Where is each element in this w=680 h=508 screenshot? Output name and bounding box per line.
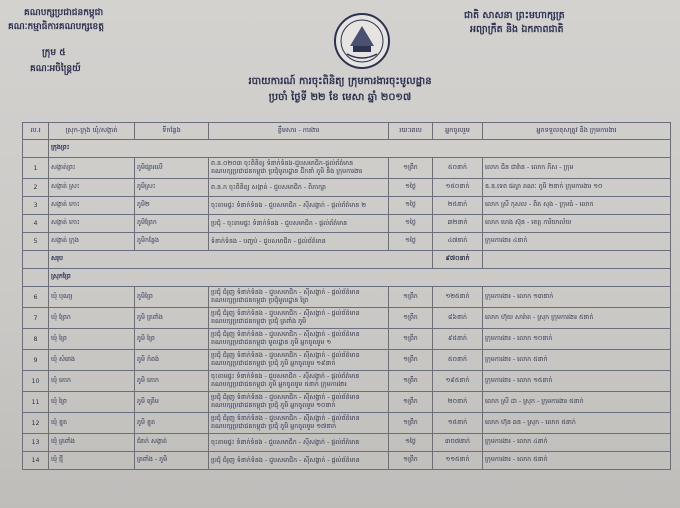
content-cell bbox=[209, 392, 389, 413]
duration-cell: ១ព្រឹក bbox=[389, 329, 433, 350]
responsible-cell: លោក ជិន ជាវ៉ាន - លោក ភីស - ក្រុម bbox=[483, 158, 671, 179]
table-row bbox=[23, 371, 671, 392]
column-header: ទីកន្លែង bbox=[135, 123, 209, 140]
content-cell bbox=[209, 329, 389, 350]
commune-cell: សង្កាត់ កោះ bbox=[49, 215, 135, 233]
row-number: 10 bbox=[23, 371, 49, 392]
column-header: រយៈពេល bbox=[389, 123, 433, 140]
column-header: អ្នកទទួលខុសត្រូវ និង ក្រុមការងារ bbox=[483, 123, 671, 140]
table-row bbox=[23, 434, 671, 452]
duration-cell: ១ថ្ងៃ bbox=[389, 197, 433, 215]
content-cell bbox=[209, 452, 389, 470]
table-row bbox=[23, 233, 671, 251]
duration-cell: ១ព្រឹក bbox=[389, 308, 433, 329]
row-number: 14 bbox=[23, 452, 49, 470]
content-cell bbox=[209, 179, 389, 197]
content-line: គណបក្សប្រជាជនកម្ពុជា ប្រជុំមូលដ្ឋាន ដឹកនាំ ភូមិ និង ក្រុមការងារ bbox=[211, 168, 363, 175]
responsible-cell: ក្រុមការងារ - លោក ៤នាក់ bbox=[483, 434, 671, 452]
content-line: ព.ន.ក ចុះពិនិត្យ សង្កាត់ - ជួបសមាជិក - ពិភាក្សា bbox=[211, 183, 326, 191]
duration-cell: ១ព្រឹក bbox=[389, 350, 433, 371]
content-cell bbox=[209, 287, 389, 308]
content-line: ប្រជុំ ជំរុញ ទំនាក់ទំនង - ជួបសមាជិក - ស៊ីសង្វាក់ - ផ្ដល់ព័ត៌មាន bbox=[211, 310, 360, 317]
participants-cell: ៣០៧នាក់ bbox=[433, 434, 483, 452]
content-cell bbox=[209, 308, 389, 329]
table-row bbox=[23, 251, 671, 269]
participants-cell: ៥០នាក់ bbox=[433, 350, 483, 371]
responsible-cell: ក្រុមការងារ - លោក ៥នាក់ bbox=[483, 350, 671, 371]
content-cell bbox=[209, 158, 389, 179]
participants-cell: ៥០នាក់ bbox=[433, 158, 483, 179]
participants-cell: ៤៧នាក់ bbox=[433, 233, 483, 251]
participants-cell: ៩៥នាក់ bbox=[433, 329, 483, 350]
commune-cell: ឃុំ ព្រែក bbox=[49, 308, 135, 329]
place-cell: ភូមិ កំពង់ bbox=[135, 350, 209, 371]
commune-cell: ឃុំ ត្រពាំង bbox=[49, 434, 135, 452]
column-header: ខ្លឹមសារ - ការងារ bbox=[209, 123, 389, 140]
report-date: ប្រចាំ ថ្ងៃទី ២២ ខែ មេសា ឆ្នាំ ២០១៧ bbox=[268, 92, 412, 103]
duration-cell: ១ព្រឹក bbox=[389, 392, 433, 413]
participants-cell: ១២៥នាក់ bbox=[433, 287, 483, 308]
content-line: គណបក្សប្រជាជនកម្ពុជា ប្រជុំ ភូមិ អ្នកចូលរួម ១៩នាក់ bbox=[211, 360, 336, 367]
table-row bbox=[23, 197, 671, 215]
section-label: ស្រុកព្រៃ bbox=[49, 269, 671, 287]
total-empty-cell bbox=[483, 251, 671, 269]
duration-cell: ១ថ្ងៃ bbox=[389, 233, 433, 251]
place-cell: ភូមិ ត្រពាំង bbox=[135, 308, 209, 329]
participants-cell: ១៩៥នាក់ bbox=[433, 371, 483, 392]
place-cell: ភូមិ ត្រើម bbox=[135, 392, 209, 413]
participants-cell: ១៥នាក់ bbox=[433, 413, 483, 434]
row-number: 6 bbox=[23, 287, 49, 308]
commune-cell: ឃុំ ខ្នុត bbox=[49, 413, 135, 434]
motto-line: ជាតិ សាសនា ព្រះមហាក្សត្រ bbox=[464, 10, 565, 21]
content-line: ចុះតាមផ្ទះ ទំនាក់ទំនង - ជួបសមាជិក - ស៊ីសង្វាក់ - ផ្ដល់ព័ត៌មាន bbox=[211, 438, 360, 446]
content-line: គណបក្សប្រជាជនកម្ពុជា ប្រជុំមូលដ្ឋាន ព្រៃ bbox=[211, 297, 309, 304]
row-number-cell bbox=[23, 251, 49, 269]
content-line: គណបក្សប្រជាជនកម្ពុជា ប្រជុំ ភូមិ អ្នកចូលរួម ១៧នាក់ bbox=[211, 423, 337, 430]
total-participants: ៩៧០នាក់ bbox=[433, 251, 483, 269]
column-header: ល.រ bbox=[23, 123, 49, 140]
table-row bbox=[23, 215, 671, 233]
place-cell: ភូមិព្រែក bbox=[135, 215, 209, 233]
commune-cell: ឃុំ ថ្មី bbox=[49, 452, 135, 470]
place-cell: ត្រពាំង - ភូមិ bbox=[135, 452, 209, 470]
content-line: ទំនាក់ទំនង - បញ្ចប់ - ជួបសមាជិក - ផ្ដល់ព័ត៌មាន bbox=[211, 237, 326, 245]
place-cell: ភូមិផ្សារលើ bbox=[135, 158, 209, 179]
participants-cell: ២០នាក់ bbox=[433, 392, 483, 413]
content-cell bbox=[209, 233, 389, 251]
responsible-cell: ក្រុមការងារ - លោក ៥នាក់ bbox=[483, 452, 671, 470]
content-line: ប្រជុំ ជំរុញ ទំនាក់ទំនង - ជួបសមាជិក - ស៊ីសង្វាក់ - ផ្ដល់ព័ត៌មាន bbox=[211, 331, 360, 338]
section-label: ក្រុងព្រះ bbox=[49, 140, 671, 158]
commune-cell: សង្កាត់ កោះ bbox=[49, 197, 135, 215]
participants-cell: ៣២នាក់ bbox=[433, 215, 483, 233]
table-row bbox=[23, 140, 671, 158]
neutrality-line: អព្យាក្រឹត និង ឯកភាពជាតិ bbox=[470, 24, 564, 35]
commune-cell: សង្កាត់ ស្រះ bbox=[49, 179, 135, 197]
responsible-cell: លោក ស្រី កុសល - ពិត សុង - ក្រុមធំ - លោក bbox=[483, 197, 671, 215]
content-cell bbox=[209, 197, 389, 215]
column-header: អ្នកចូលរួម bbox=[433, 123, 483, 140]
responsible-cell: ក្រុមការងារ - លោក ១៣នាក់ bbox=[483, 287, 671, 308]
content-line: ប្រជុំ - ចុះតាមផ្ទះ ទំនាក់ទំនង - ជួបសមាជិក - ផ្ដល់ព័ត៌មាន bbox=[211, 219, 348, 227]
place-cell: ភូមិ គោក bbox=[135, 371, 209, 392]
row-number: 8 bbox=[23, 329, 49, 350]
content-line: ប្រជុំ ជំរុញ ទំនាក់ទំនង - ជួបសមាជិក - ស៊ីសង្វាក់ - ផ្ដល់ព័ត៌មាន bbox=[211, 415, 360, 422]
duration-cell: ១ថ្ងៃ bbox=[389, 434, 433, 452]
row-number-cell bbox=[23, 269, 49, 287]
content-line: ប្រជុំ ជំរុញ ទំនាក់ទំនង - ជួបសមាជិក - ស៊ីសង្វាក់ - ផ្ដល់ព័ត៌មាន bbox=[211, 394, 360, 401]
content-line: គណបក្សប្រជាជនកម្ពុជា ប្រជុំ ត្រពាំង ភូមិ bbox=[211, 318, 307, 325]
content-line: ព.ន.០២០៣ ចុះពិនិត្យ ទំនាក់ទំនង-ជួបសមាជិក-ផ្ដល់ព័ត៌មាន bbox=[211, 160, 354, 167]
responsible-cell: ក្រុមការងារ - លោក ១០នាក់ bbox=[483, 329, 671, 350]
content-line: ប្រជុំ ជំរុញ ទំនាក់ទំនង - ជួបសមាជិក - ស៊ីសង្វាក់ - ផ្ដល់ព័ត៌មាន bbox=[211, 289, 360, 296]
table-row bbox=[23, 308, 671, 329]
table-row bbox=[23, 287, 671, 308]
table-row bbox=[23, 269, 671, 287]
commune-cell: ឃុំ គោក bbox=[49, 371, 135, 392]
place-cell: ភូមិព្រៃ bbox=[135, 287, 209, 308]
responsible-cell: លោក ហេង ស៊ុន - ខេត្ត ការិយាល័យ bbox=[483, 215, 671, 233]
committee-name: គណៈកម្មាធិការគណបក្សខេត្ត bbox=[8, 22, 104, 32]
commune-cell: ឃុំ បុណ្យ bbox=[49, 287, 135, 308]
place-cell: ភូមិ ខ្នុត bbox=[135, 413, 209, 434]
standing-committee-label: គណៈអចិន្ត្រៃយ៍ bbox=[30, 64, 81, 74]
responsible-cell: ក្រុមការងារ - លោក ១៥នាក់ bbox=[483, 371, 671, 392]
party-emblem-icon bbox=[333, 12, 391, 70]
row-number: 1 bbox=[23, 158, 49, 179]
row-number: 3 bbox=[23, 197, 49, 215]
table-row bbox=[23, 392, 671, 413]
duration-cell: ១ព្រឹក bbox=[389, 287, 433, 308]
place-cell: ជំរាក់ សង្កាត់ bbox=[135, 434, 209, 452]
row-number: 4 bbox=[23, 215, 49, 233]
table-body bbox=[23, 140, 671, 470]
responsible-cell: ឧ.ឧ.ទេព ផល្លា គណៈ ភូមិ ២នាក់ ក្រុមការងារ ១០ bbox=[483, 179, 671, 197]
report-table bbox=[22, 122, 671, 470]
content-cell bbox=[209, 413, 389, 434]
content-line: គណបក្សប្រជាជនកម្ពុជា ភូមិ អ្នកចូលរួម ៥នាក់ ក្រុមការងារ bbox=[211, 381, 347, 388]
row-number: 12 bbox=[23, 413, 49, 434]
responsible-cell: លោក ហ៊ុន ឆន - ស្រុក - លោក ៥នាក់ bbox=[483, 413, 671, 434]
row-number: 7 bbox=[23, 308, 49, 329]
content-line: ចុះតាមផ្ទះ ទំនាក់ទំនង - ជួបសមាជិក - ស៊ីសង្វាក់ - ផ្ដល់ព័ត៌មាន ២ bbox=[211, 201, 367, 209]
duration-cell: ១ព្រឹក bbox=[389, 158, 433, 179]
total-label: សរុប bbox=[49, 251, 433, 269]
content-line: ចុះតាមផ្ទះ ទំនាក់ទំនង - ជួបសមាជិក - ស៊ីសង្វាក់ - ផ្ដល់ព័ត៌មាន bbox=[211, 373, 360, 380]
group-label: ក្រុម ៥ bbox=[42, 48, 66, 58]
row-number: 13 bbox=[23, 434, 49, 452]
content-line: គណបក្សប្រជាជនកម្ពុជា មូលដ្ឋាន ភូមិ អ្នកចូលរួម ១ bbox=[211, 339, 332, 346]
table-header-row bbox=[23, 123, 671, 140]
content-cell bbox=[209, 434, 389, 452]
duration-cell: ១ថ្ងៃ bbox=[389, 179, 433, 197]
table-row bbox=[23, 179, 671, 197]
place-cell: ភូមិកន្លែង bbox=[135, 233, 209, 251]
place-cell: ភូមិស្រះ bbox=[135, 179, 209, 197]
duration-cell: ១ព្រឹក bbox=[389, 452, 433, 470]
row-number: 11 bbox=[23, 392, 49, 413]
table-row bbox=[23, 452, 671, 470]
commune-cell: សង្កាត់ ក្រុង bbox=[49, 233, 135, 251]
content-cell bbox=[209, 350, 389, 371]
commune-cell: សង្កាត់ព្រះ bbox=[49, 158, 135, 179]
report-title: របាយការណ៍ ការចុះពិនិត្យ ក្រុមការងារចុះមូលដ្ឋាន bbox=[248, 76, 432, 87]
participants-cell: ១១៥នាក់ bbox=[433, 452, 483, 470]
content-line: គណបក្សប្រជាជនកម្ពុជា ប្រជុំ ភូមិ អ្នកចូលរួម ១០នាក់ bbox=[211, 402, 336, 409]
party-name: គណបក្សប្រជាជនកម្ពុជា bbox=[24, 8, 104, 18]
participants-cell: ២៥នាក់ bbox=[433, 197, 483, 215]
responsible-cell: ក្រុមការងារ ៤នាក់ bbox=[483, 233, 671, 251]
table-row bbox=[23, 158, 671, 179]
place-cell: ភូមិ ព្រៃ bbox=[135, 329, 209, 350]
commune-cell: ឃុំ ព្រៃ bbox=[49, 329, 135, 350]
participants-cell: ១៥០នាក់ bbox=[433, 179, 483, 197]
place-cell: ភូមិ២ bbox=[135, 197, 209, 215]
table-row bbox=[23, 350, 671, 371]
content-line: ប្រជុំ ជំរុញ ទំនាក់ទំនង - ជួបសមាជិក - ស៊ីសង្វាក់ - ផ្ដល់ព័ត៌មាន bbox=[211, 352, 360, 359]
responsible-cell: លោក ហ៊ុយ សារ៉ាត - ស្រុក ក្រុមការងារ ៥នាក់ bbox=[483, 308, 671, 329]
row-number: 2 bbox=[23, 179, 49, 197]
row-number-cell bbox=[23, 140, 49, 158]
content-line: ប្រជុំ ជំរុញ ទំនាក់ទំនង - ជួបសមាជិក - ស៊ីសង្វាក់ - ផ្ដល់ព័ត៌មាន bbox=[211, 456, 360, 464]
responsible-cell: លោក ស្រី ដា - ស្រុក - ក្រុមការងារ ៥នាក់ bbox=[483, 392, 671, 413]
duration-cell: ១ថ្ងៃ bbox=[389, 215, 433, 233]
row-number: 5 bbox=[23, 233, 49, 251]
duration-cell: ១ព្រឹក bbox=[389, 371, 433, 392]
commune-cell: ឃុំ សំរោង bbox=[49, 350, 135, 371]
duration-cell: ១ព្រឹក bbox=[389, 413, 433, 434]
table-row bbox=[23, 413, 671, 434]
content-cell bbox=[209, 371, 389, 392]
participants-cell: ៨៦នាក់ bbox=[433, 308, 483, 329]
column-header: ស្រុក-ក្រុង ឃុំ/សង្កាត់ bbox=[49, 123, 135, 140]
table-row bbox=[23, 329, 671, 350]
row-number: 9 bbox=[23, 350, 49, 371]
commune-cell: ឃុំ ព្រៃ bbox=[49, 392, 135, 413]
content-cell bbox=[209, 215, 389, 233]
